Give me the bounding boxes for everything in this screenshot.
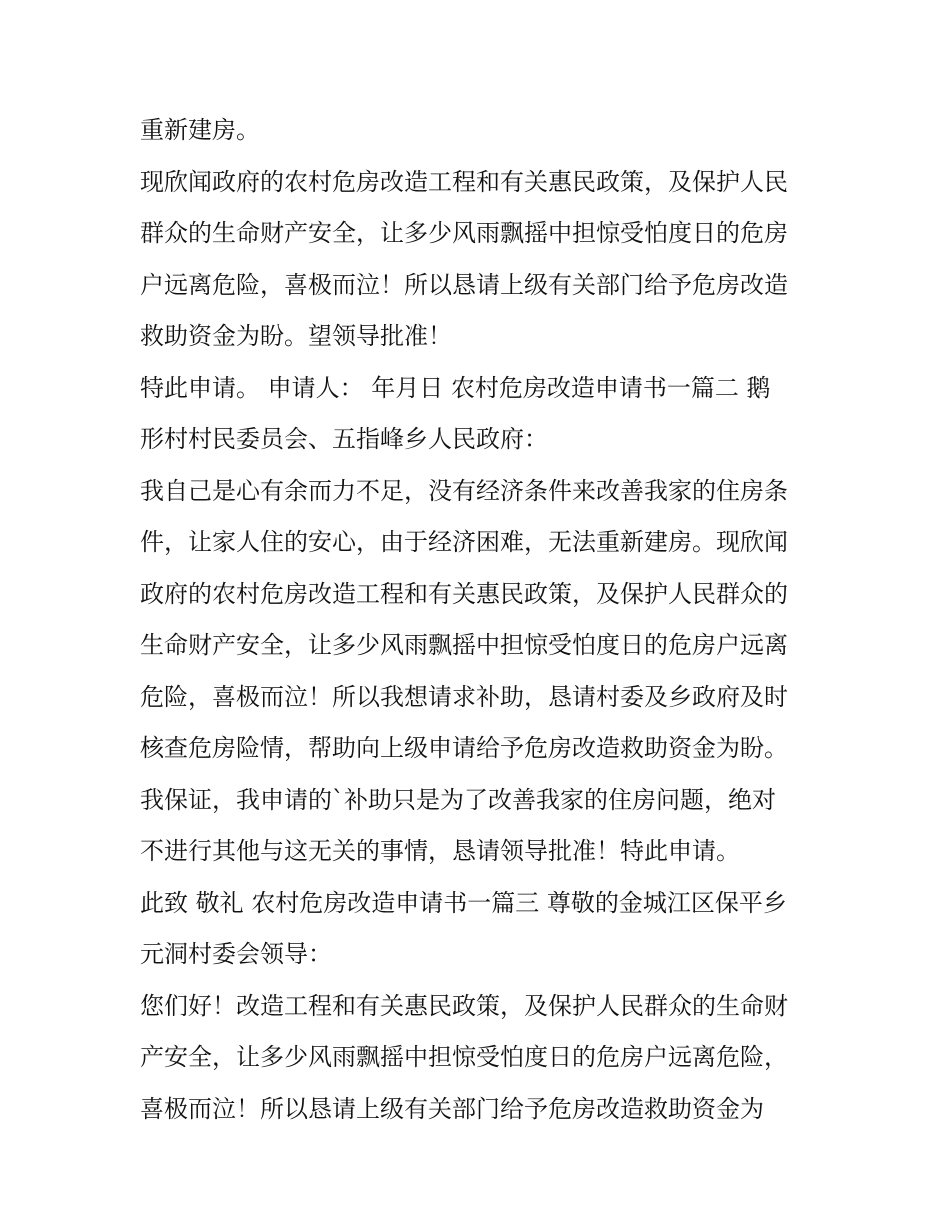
text-line: 元洞村委会领导： [140,940,332,968]
text-line: 生命财产安全，让多少风雨飘摇中担惊受怕度日的危房户远离 [140,631,788,659]
document-body [140,105,840,1135]
text-line: 不进行其他与这无关的事情，恳请领导批准！特此申请。 [140,837,740,865]
text-line: 喜极而泣！所以恳请上级有关部门给予危房改造救助资金为 [140,1094,764,1123]
text-line: 特此申请。 申请人： 年月日 农村危房改造申请书一篇二 鹅 [140,373,771,402]
text-line: 重新建房。 [140,116,260,144]
text-line: 您们好！改造工程和有关惠民政策，及保护人民群众的生命财 [140,991,788,1020]
text-line: 产安全，让多少风雨飘摇中担惊受怕度日的危房户远离危险， [140,1043,788,1071]
text-line: 政府的农村危房改造工程和有关惠民政策，及保护人民群众的 [140,579,788,608]
text-line: 现欣闻政府的农村危房改造工程和有关惠民政策，及保护人民 [140,167,788,196]
text-line: 形村村民委员会、五指峰乡人民政府： [140,425,548,453]
text-line: 危险，喜极而泣！所以我想请求补助，恳请村委及乡政府及时 [140,682,788,711]
text-line: 件，让家人住的安心，由于经济困难，无法重新建房。现欣闻 [140,528,788,556]
text-line: 群众的生命财产安全，让多少风雨飘摇中担惊受怕度日的危房 [140,219,788,247]
text-line: 户远离危险，喜极而泣！所以恳请上级有关部门给予危房改造 [140,270,788,299]
text-line: 此致 敬礼 农村危房改造申请书一篇三 尊敬的金城江区保平乡 [140,888,787,917]
text-line: 我自己是心有余而力不足，没有经济条件来改善我家的住房条 [140,476,788,505]
text-line: 我保证，我申请的`补助只是为了改善我家的住房问题，绝对 [140,785,776,814]
text-line: 救助资金为盼。望领导批准！ [140,322,452,350]
text-line: 核查危房险情，帮助向上级申请给予危房改造救助资金为盼。 [140,734,788,762]
